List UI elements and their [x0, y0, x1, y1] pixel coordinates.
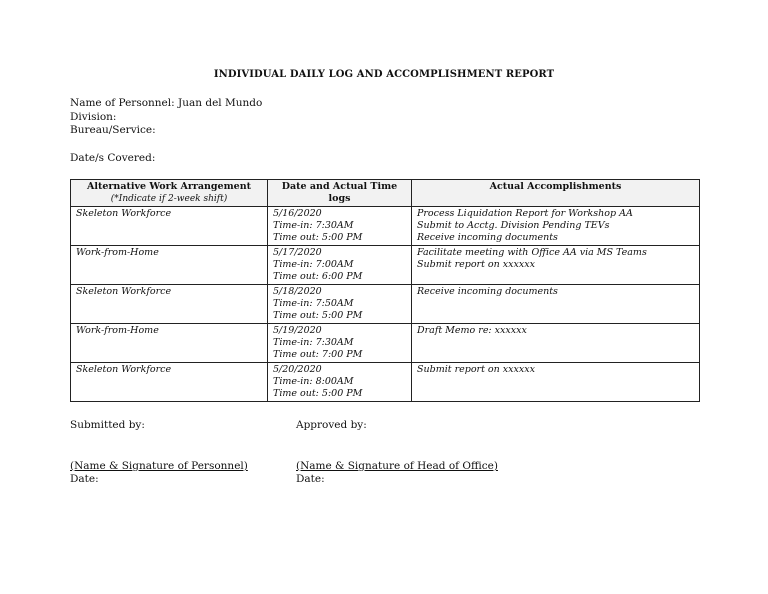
log-date: 5/20/2020 [273, 364, 322, 375]
time-out: Time out: 5:00 PM [273, 232, 363, 243]
accomplishment-item: Facilitate meeting with Office AA via MS Teams [417, 247, 647, 258]
date-cell [268, 324, 412, 363]
submitted-by-label: Submitted by: [70, 419, 145, 431]
accomplishment-item: Receive incoming documents [417, 286, 558, 297]
log-date: 5/17/2020 [273, 247, 322, 258]
accomplishment-item: Submit report on xxxxxx [417, 364, 535, 375]
time-in: Time-in: 7:00AM [273, 259, 354, 270]
accomplishment-item: Draft Memo re: xxxxxx [417, 325, 527, 336]
arrangement-cell: Skeleton Workforce [71, 363, 268, 402]
dates-covered-field: Date/s Covered: [70, 151, 156, 164]
personnel-date-label: Date: [70, 473, 99, 485]
bureau-field: Bureau/Service: [70, 124, 156, 136]
table-row [71, 363, 700, 402]
accomplishments-header-label: Actual Accomplishments [489, 181, 622, 192]
table-row [71, 285, 700, 324]
daily-log-table [70, 179, 700, 402]
date-header-label: Date and Actual Time logs [281, 181, 398, 204]
personnel-info [70, 97, 262, 165]
time-in: Time-in: 7:30AM [273, 337, 354, 348]
arrangement-cell: Work-from-Home [71, 246, 268, 285]
date-cell [268, 207, 412, 246]
submitted-by-block [70, 419, 248, 486]
division-field: Division: [70, 110, 117, 123]
head-date-label: Date: [296, 473, 325, 485]
accomplishment-item: Submit report on xxxxxx [417, 259, 535, 270]
arrangement-header-note: (*Indicate if 2-week shift) [110, 194, 228, 204]
arrangement-header-label: Alternative Work Arrangement [87, 181, 251, 192]
head-signature-line: (Name & Signature of Head of Office) [296, 460, 498, 472]
table-header-row [71, 180, 700, 207]
arrangement-cell: Skeleton Workforce [71, 207, 268, 246]
accomplishment-item: Process Liquidation Report for Workshop AA [417, 208, 633, 219]
accomplishment-item: Submit to Acctg. Division Pending TEVs [417, 220, 610, 231]
accomplishments-cell [412, 246, 700, 285]
time-in: Time-in: 7:30AM [273, 220, 354, 231]
column-header-accomplishments [412, 180, 700, 207]
arrangement-cell: Skeleton Workforce [71, 285, 268, 324]
accomplishment-item: Receive incoming documents [417, 232, 558, 243]
time-out: Time out: 5:00 PM [273, 388, 363, 399]
log-date: 5/19/2020 [273, 325, 322, 336]
log-date: 5/18/2020 [273, 286, 322, 297]
table-row [71, 324, 700, 363]
accomplishments-cell [412, 285, 700, 324]
time-out: Time out: 5:00 PM [273, 310, 363, 321]
log-date: 5/16/2020 [273, 208, 322, 219]
report-title: INDIVIDUAL DAILY LOG AND ACCOMPLISHMENT REPORT [213, 69, 555, 80]
date-cell [268, 246, 412, 285]
accomplishments-cell [412, 324, 700, 363]
time-out: Time out: 6:00 PM [273, 271, 363, 282]
arrangement-cell: Work-from-Home [71, 324, 268, 363]
column-header-arrangement [71, 180, 268, 207]
personnel-name: Name of Personnel: Juan del Mundo [70, 97, 263, 109]
time-in: Time-in: 7:50AM [273, 298, 354, 309]
table-row [71, 207, 700, 246]
accomplishments-cell [412, 207, 700, 246]
column-header-date [268, 180, 412, 207]
accomplishments-cell [412, 363, 700, 402]
approved-by-label: Approved by: [296, 419, 367, 431]
date-cell [268, 285, 412, 324]
personnel-signature-line: (Name & Signature of Personnel) [70, 460, 248, 472]
table-row [71, 246, 700, 285]
approved-by-block [296, 419, 498, 486]
time-in: Time-in: 8:00AM [273, 376, 354, 387]
date-cell [268, 363, 412, 402]
time-out: Time out: 7:00 PM [273, 349, 363, 360]
